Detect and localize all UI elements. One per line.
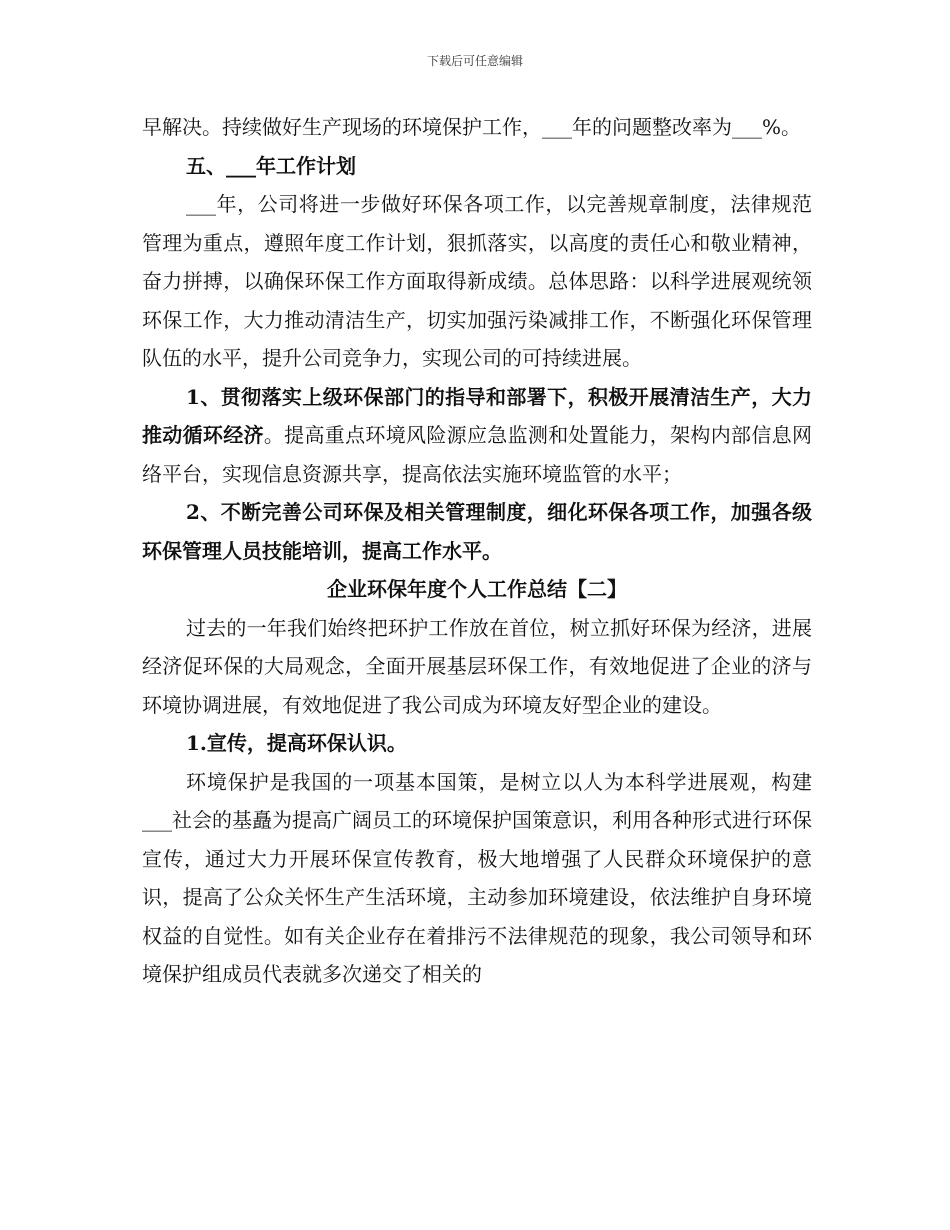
section-heading-plan: 五、___年工作计划 bbox=[186, 153, 356, 178]
subheading-publicity: 1.宣传，提高环保认识。 bbox=[186, 731, 407, 755]
paragraph-publicity: 环境保护是我国的一项基本国策，是树立以人为本科学进展观，构建___社会的基矗为提高广阔员工的环境保护国策意识，利用各种形式进行环保宣传，通过大力开展环保宣传教育，极大地增强了人民群众环境保护的意识，提高了公众关怀生产生活环境，主动参加环境建设，依法维护自身环境权益的自觉性。如有关企业存在着排污不法律规范的现象，我公司领导和环境保护组成员代表就多次递交了相关的 bbox=[142, 769, 812, 986]
paragraph-intro: 过去的一年我们始终把环护工作放在首位，树立抓好环保为经济，进展经济促环保的大局观念，全面开展基层环保工作，有效地促进了企业的济与环境协调进展，有效地促进了我公司成为环境友好型企业的建设。 bbox=[142, 615, 812, 717]
document-body bbox=[142, 108, 812, 994]
section-title-two: 企业环保年度个人工作总结【二】 bbox=[327, 577, 627, 601]
plan-item-1-bold: 1、贯彻落实上级环保部门的指导和部署下，积极开展清洁生产，大力推动循环经济 bbox=[142, 384, 812, 447]
paragraph-plan-item-2: 2、不断完善公司环保及相关管理制度，细化环保各项工作，加强各级环保管理人员技能培训，提高工作水平。 bbox=[142, 500, 812, 563]
paragraph-plan-overview: ___年，公司将进一步做好环保各项工作，以完善规章制度，法律规范管理为重点，遵照年度工作计划，狠抓落实，以高度的责任心和敬业精神，奋力拼搏，以确保环保工作方面取得新成绩。总体思路：以科学进展观统领环保工作，大力推动清洁生产，切实加强污染减排工作，不断强化环保管理队伍的水平，提升公司竞争力，实现公司的可持续进展。 bbox=[142, 192, 812, 370]
paragraph-plan-item-1 bbox=[142, 378, 812, 494]
plan-item-1-text: 。提高重点环境风险源应急监测和处置能力，架构内部信息网络平台，实现信息资源共享，提高依法实施环境监管的水平； bbox=[142, 423, 812, 486]
page-header: 下载后可任意编辑 bbox=[426, 54, 523, 68]
paragraph-continuation: 早解决。持续做好生产现场的环境保护工作，___年的问题整改率为___%。 bbox=[142, 115, 802, 139]
